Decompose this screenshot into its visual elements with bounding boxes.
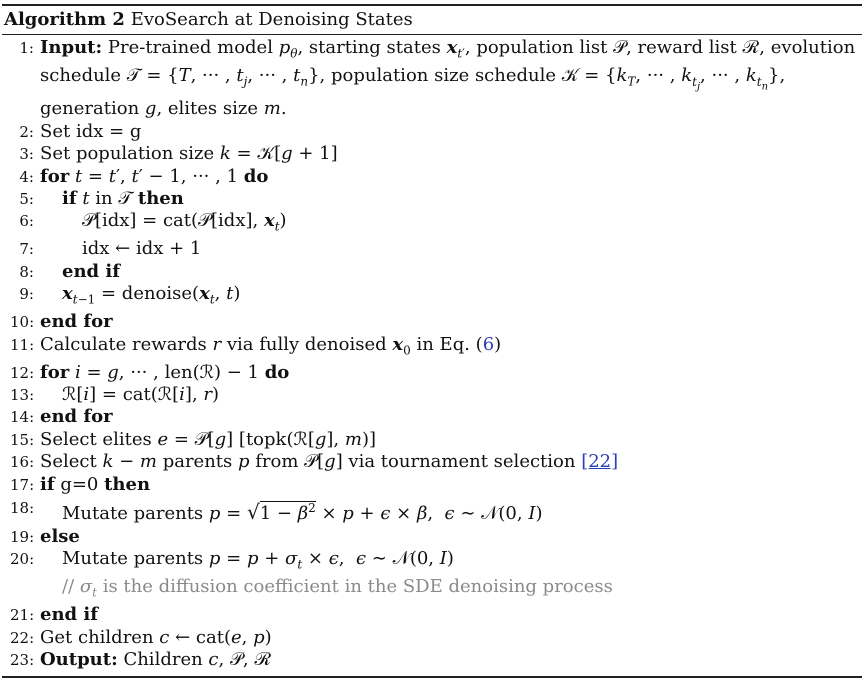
algorithm-lines <box>2 35 862 672</box>
algorithm-line <box>2 496 862 526</box>
algorithm-line <box>2 283 862 311</box>
line-number: 11: <box>10 335 35 354</box>
line-text: 𝒫[idx] = cat(𝒫[idx], $x_t$) <box>82 210 287 235</box>
line-text: Mutate parents $p = √1 - \beta^2 \times p + \epsilon \times \beta$, ϵ ∼ 𝒩(0, I) <box>62 500 543 525</box>
line-text: Output: Children c, 𝒫, ℛ <box>40 649 272 671</box>
line-number: 8: <box>19 262 34 281</box>
line-number: 9: <box>19 285 34 304</box>
line-text: for i = g, ··· , len(ℛ) − 1 do <box>40 361 290 383</box>
algorithm-line <box>2 526 862 548</box>
line-text: $x_{t-1}$ = $denoise(x_t$, t) <box>62 283 241 307</box>
line-comment: // $\sigma_t$ is the diffusion coefficient in the SDE denoising process <box>62 576 613 601</box>
line-number: 16: <box>10 453 35 472</box>
algorithm-line <box>2 334 862 362</box>
algorithm-line <box>2 649 862 671</box>
algorithm-line <box>2 451 862 473</box>
algorithm-line <box>2 166 862 188</box>
line-text: Select elites e = 𝒫[g] [topk(ℛ[g], m)] <box>40 428 376 450</box>
line-text: Set idx = g <box>40 120 142 142</box>
line-number: 4: <box>19 167 34 186</box>
algorithm-name: EvoSearch at Denoising States <box>130 9 413 30</box>
line-number: 3: <box>19 145 34 164</box>
bottom-rule <box>2 676 862 678</box>
line-number: 15: <box>10 430 35 449</box>
line-number: 18: <box>10 499 35 518</box>
algorithm-label: Algorithm 2 <box>4 9 125 30</box>
algorithm-line <box>2 384 862 406</box>
algorithm-line <box>2 362 862 384</box>
algorithm-line <box>2 576 862 604</box>
line-number: 5: <box>19 190 34 209</box>
line-text: idx ← idx + 1 <box>82 238 202 260</box>
line-text: end if <box>62 260 120 282</box>
line-text: ℛ[i] = cat(ℛ[i], r) <box>62 384 220 406</box>
line-number: 20: <box>10 550 35 569</box>
line-text: end if <box>40 604 98 626</box>
algorithm-block <box>2 4 862 678</box>
algorithm-line <box>2 604 862 626</box>
line-number: 1: <box>19 39 34 57</box>
line-text: if t in 𝒯 then <box>62 188 184 210</box>
line-number: 12: <box>10 363 35 382</box>
algorithm-line <box>2 311 862 333</box>
algorithm-title <box>2 6 862 34</box>
line-text: Set population size k = 𝒦[g + 1] <box>40 143 338 165</box>
equation-link[interactable]: 6 <box>482 333 495 355</box>
line-number: 17: <box>10 475 35 494</box>
algorithm-line <box>2 261 862 283</box>
line-text: Calculate rewards r via fully denoised $x_0$ in Eq. (6) <box>40 333 502 358</box>
line-number: 2: <box>19 122 34 141</box>
line-text: if g=0 then <box>40 473 151 495</box>
algorithm-line <box>2 121 862 143</box>
algorithm-line <box>2 238 862 260</box>
algorithm-line <box>2 548 862 576</box>
line-text: end for <box>40 406 113 428</box>
line-text: Input: Pre-trained model $p_\theta$, starting states $x_{t'}$, population list 𝒫, reward list ℛ, evolution schedule 𝒯 = {T, ··· , $t_j$, ··· , $t_n$}, population size schedule 𝒦 = {$k_T$, ··· , $k_{t_j}$, ··· , $k_{t_n}$}, generation g, elites size m. <box>40 37 856 120</box>
line-text: Get children c ← cat(e, p) <box>40 626 272 648</box>
line-number: 13: <box>10 386 35 405</box>
algorithm-line <box>2 37 862 121</box>
algorithm-line <box>2 627 862 649</box>
line-number: 19: <box>10 528 35 547</box>
line-text: Mutate parents $p = p + \sigma_t \times \epsilon$, ϵ ∼ 𝒩(0, I) <box>62 548 454 573</box>
algorithm-line <box>2 406 862 428</box>
algorithm-line <box>2 143 862 165</box>
line-text: end for <box>40 311 113 333</box>
line-number: 10: <box>10 313 35 332</box>
line-number: 14: <box>10 408 35 427</box>
line-number: 6: <box>19 212 34 231</box>
line-number: 7: <box>19 240 34 259</box>
line-text: for t = t′, t′ − 1, ··· , 1 do <box>40 165 269 187</box>
algorithm-line <box>2 210 862 238</box>
citation-link[interactable]: [22] <box>581 451 619 473</box>
line-number: 23: <box>10 651 35 670</box>
line-number: 21: <box>10 606 35 625</box>
line-text: else <box>40 526 80 548</box>
line-text: Select k − m parents p from 𝒫[g] via tournament selection [22] <box>40 451 619 473</box>
algorithm-line <box>2 474 862 496</box>
algorithm-line <box>2 429 862 451</box>
line-number: 22: <box>10 628 35 647</box>
algorithm-line <box>2 188 862 210</box>
